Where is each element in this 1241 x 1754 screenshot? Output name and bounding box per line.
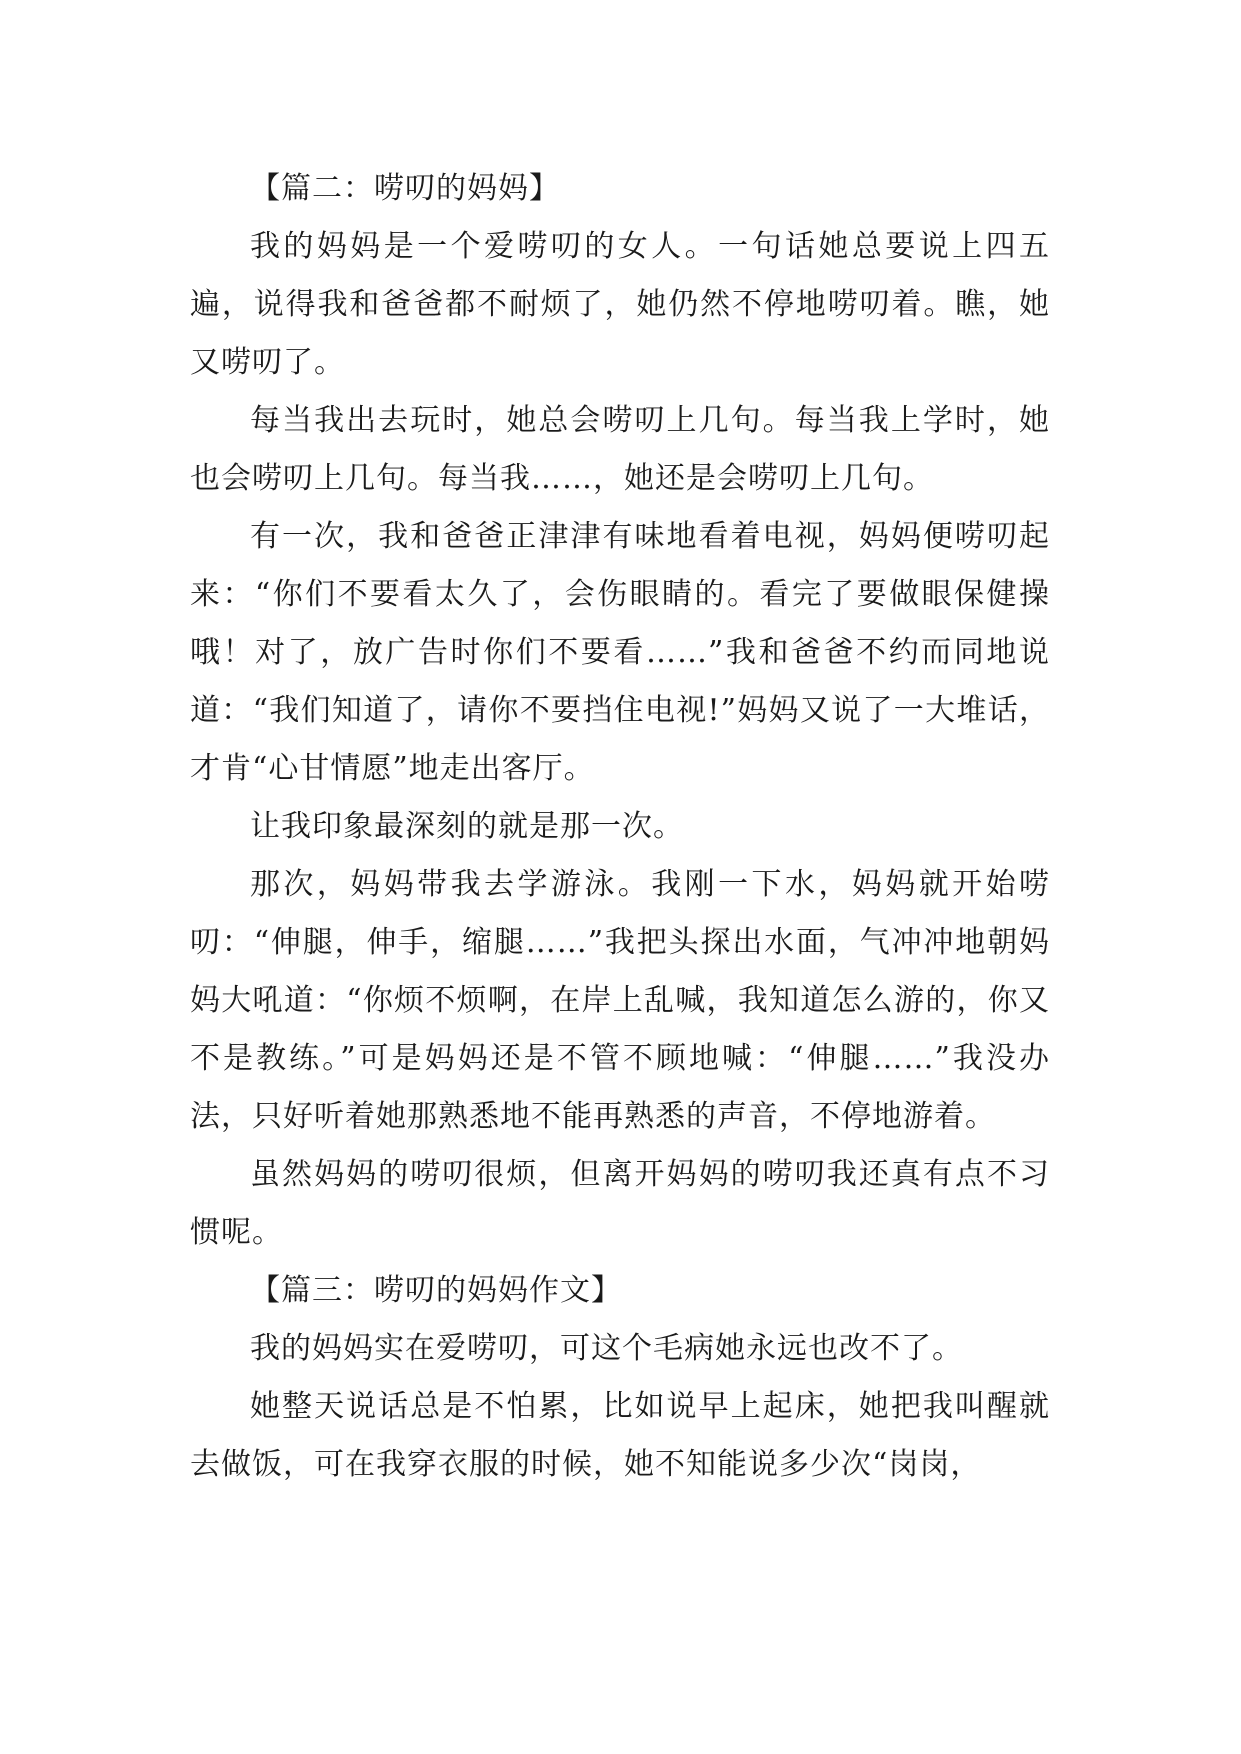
paragraph: 虽然妈妈的唠叨很烦，但离开妈妈的唠叨我还真有点不习惯呢。 [190, 1157, 1050, 1250]
paragraph: 每当我出去玩时，她总会唠叨上几句。每当我上学时，她也会唠叨上几句。每当我……，她还是会唠叨上几句。 [190, 403, 1050, 496]
paragraph: 那次，妈妈带我去学游泳。我刚一下水，妈妈就开始唠叨：“伸腿，伸手，缩腿……”我把头探出水面，气冲冲地朝妈妈大吼道：“你烦不烦啊，在岸上乱喊，我知道怎么游的，你又不是教练。”可是妈妈还是不管不顾地喊：“伸腿……”我没办法，只好听着她那熟悉地不能再熟悉的声音，不停地游着。 [190, 867, 1050, 1134]
paragraph: 我的妈妈实在爱唠叨，可这个毛病她永远也改不了。 [250, 1331, 963, 1366]
section-heading-2: 【篇二：唠叨的妈妈】 [250, 171, 560, 206]
paragraph: 她整天说话总是不怕累，比如说早上起床，她把我叫醒就去做饭，可在我穿衣服的时候，她不知能说多少次“岗岗， [190, 1389, 1050, 1482]
document-body [190, 160, 1050, 1494]
section-heading-3: 【篇三：唠叨的妈妈作文】 [250, 1273, 622, 1308]
paragraph: 有一次，我和爸爸正津津有味地看着电视，妈妈便唠叨起来：“你们不要看太久了，会伤眼睛的。看完了要做眼保健操哦！对了，放广告时你们不要看……”我和爸爸不约而同地说道：“我们知道了，请你不要挡住电视!”妈妈又说了一大堆话，才肯“心甘情愿”地走出客厅。 [190, 519, 1050, 786]
paragraph: 让我印象最深刻的就是那一次。 [250, 809, 684, 844]
paragraph: 我的妈妈是一个爱唠叨的女人。一句话她总要说上四五遍，说得我和爸爸都不耐烦了，她仍然不停地唠叨着。瞧，她又唠叨了。 [190, 229, 1050, 380]
